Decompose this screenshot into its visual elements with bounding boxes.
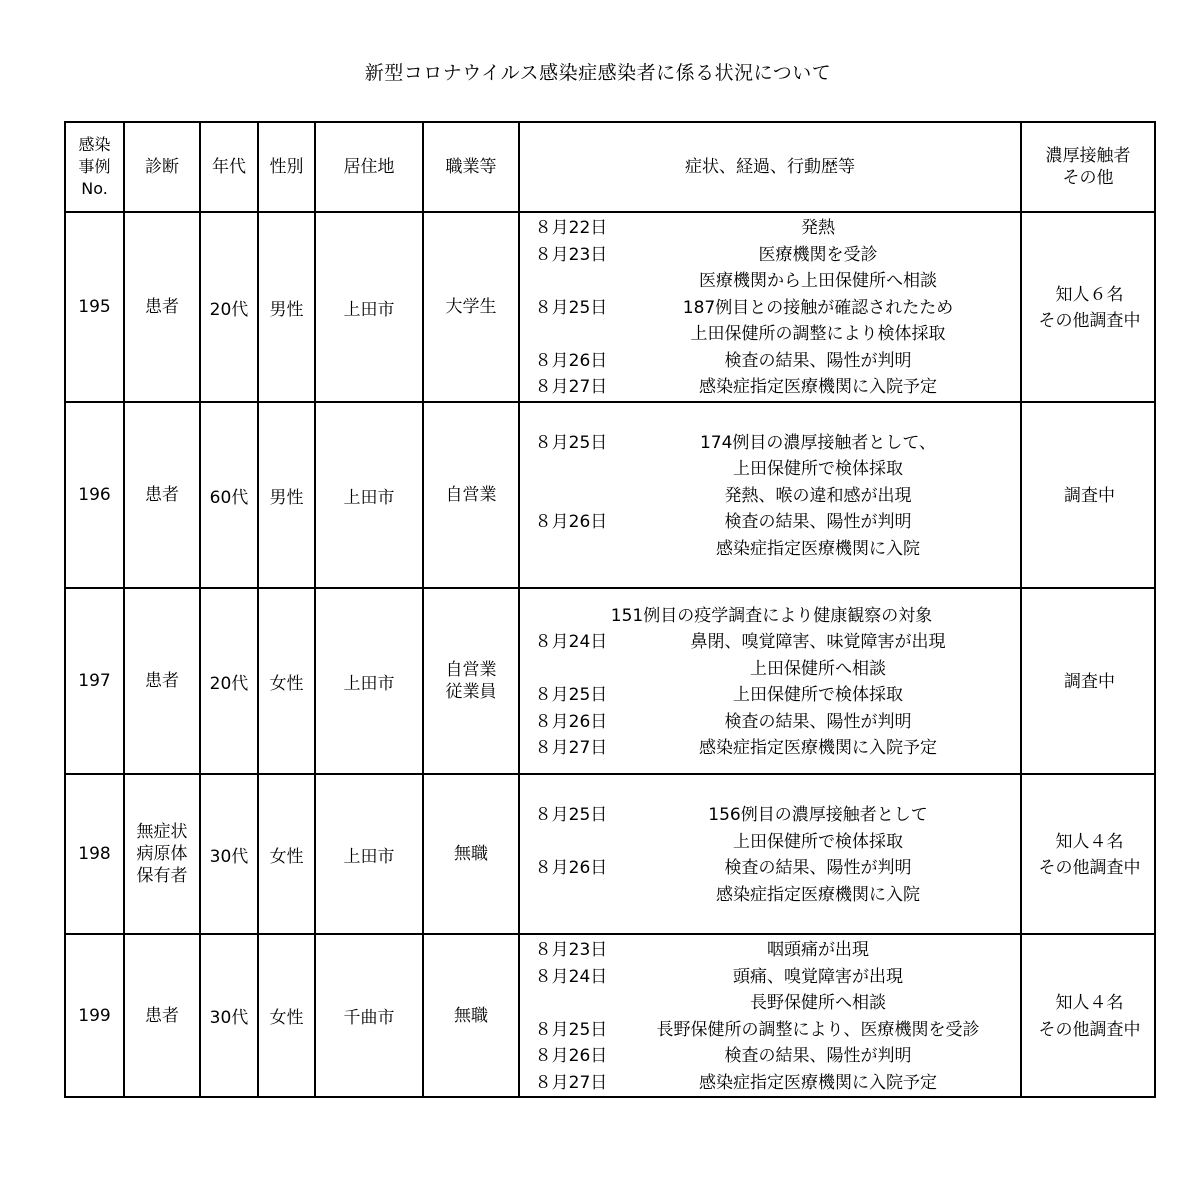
detail-line bbox=[520, 321, 1020, 348]
details-cell bbox=[519, 774, 1021, 934]
residence-cell: 上田市 bbox=[315, 212, 423, 402]
diagnosis-cell: 患者 bbox=[124, 934, 200, 1097]
contact-line: その他調査中 bbox=[1038, 858, 1141, 878]
detail-line bbox=[520, 829, 1020, 856]
detail-date bbox=[520, 483, 616, 510]
contact-line: 調査中 bbox=[1064, 485, 1115, 506]
case-no-cell: 197 bbox=[65, 588, 124, 774]
detail-date: ８月26日 bbox=[534, 512, 608, 533]
case-no-cell: 199 bbox=[65, 934, 124, 1097]
detail-date: ８月26日 bbox=[534, 711, 608, 732]
detail-text: 医療機関を受診 bbox=[758, 244, 878, 265]
detail-line bbox=[520, 855, 1020, 882]
detail-date: ８月23日 bbox=[534, 244, 608, 265]
detail-date: ８月25日 bbox=[534, 297, 608, 318]
detail-text: 上田保健所で検体採取 bbox=[733, 459, 903, 480]
diagnosis-cell: 無症状 病原体 保有者 bbox=[124, 774, 200, 934]
detail-line bbox=[520, 430, 1020, 457]
age-cell: 30代 bbox=[200, 934, 258, 1097]
sex-cell: 女性 bbox=[258, 934, 315, 1097]
contact-line: 知人４名 bbox=[1055, 831, 1124, 852]
detail-date: ８月25日 bbox=[534, 1019, 608, 1040]
detail-line bbox=[520, 268, 1020, 295]
detail-text: 発熱、喉の違和感が出現 bbox=[724, 485, 912, 506]
detail-line bbox=[520, 374, 1020, 401]
diagnosis-cell: 患者 bbox=[124, 588, 200, 774]
age-cell: 60代 bbox=[200, 402, 258, 588]
detail-date: ８月23日 bbox=[534, 940, 608, 960]
contacts-cell bbox=[1021, 588, 1155, 774]
contact-line: 調査中 bbox=[1064, 671, 1115, 692]
detail-line bbox=[520, 629, 1020, 656]
residence-cell: 上田市 bbox=[315, 588, 423, 774]
detail-text: 174例目の濃厚接触者として、 bbox=[699, 432, 937, 453]
table-row bbox=[65, 212, 1155, 402]
sex-cell: 女性 bbox=[258, 588, 315, 774]
cases-table bbox=[64, 121, 1156, 1098]
detail-line bbox=[520, 348, 1020, 375]
detail-date: ８月24日 bbox=[534, 632, 608, 652]
detail-line bbox=[520, 215, 1020, 242]
detail-line bbox=[520, 882, 1020, 909]
detail-date: ８月24日 bbox=[534, 966, 608, 987]
detail-line bbox=[520, 509, 1020, 536]
details-cell bbox=[519, 588, 1021, 774]
detail-line bbox=[520, 1017, 1020, 1044]
detail-text: 検査の結果、陽性が判明 bbox=[724, 858, 912, 878]
details-cell bbox=[519, 402, 1021, 588]
detail-text: 感染症指定医療機関に入院 bbox=[716, 884, 920, 905]
detail-date: ８月27日 bbox=[534, 1072, 608, 1093]
sex-cell: 男性 bbox=[258, 402, 315, 588]
header-occupation: 職業等 bbox=[423, 122, 519, 212]
diagnosis-cell: 患者 bbox=[124, 402, 200, 588]
header-diagnosis: 診断 bbox=[124, 122, 200, 212]
residence-cell: 千曲市 bbox=[315, 934, 423, 1097]
detail-text: 156例目の濃厚接触者として bbox=[708, 805, 928, 825]
contacts-cell bbox=[1021, 934, 1155, 1097]
age-cell: 20代 bbox=[200, 212, 258, 402]
occupation-cell: 自営業 従業員 bbox=[423, 588, 519, 774]
detail-text: 上田保健所へ相談 bbox=[750, 658, 886, 679]
table-row bbox=[65, 588, 1155, 774]
header-case-no: 感染 事例 No. bbox=[65, 122, 124, 212]
detail-line bbox=[520, 295, 1020, 322]
detail-date bbox=[520, 321, 616, 348]
detail-date: ８月26日 bbox=[534, 1046, 608, 1066]
age-cell: 20代 bbox=[200, 588, 258, 774]
contacts-cell bbox=[1021, 402, 1155, 588]
detail-date bbox=[520, 829, 616, 856]
occupation-cell: 大学生 bbox=[423, 212, 519, 402]
header-details: 症状、経過、行動歴等 bbox=[519, 122, 1021, 212]
sex-cell: 女性 bbox=[258, 774, 315, 934]
detail-date bbox=[520, 536, 616, 563]
detail-line bbox=[520, 964, 1020, 991]
occupation-cell: 無職 bbox=[423, 934, 519, 1097]
detail-line bbox=[520, 682, 1020, 709]
detail-text: 検査の結果、陽性が判明 bbox=[724, 350, 912, 371]
detail-line bbox=[520, 1070, 1020, 1097]
contact-line: 知人６名 bbox=[1055, 284, 1124, 305]
header-residence: 居住地 bbox=[315, 122, 423, 212]
detail-date bbox=[520, 456, 616, 483]
contact-line: その他調査中 bbox=[1038, 311, 1141, 331]
case-no-cell: 195 bbox=[65, 212, 124, 402]
header-sex: 性別 bbox=[258, 122, 315, 212]
detail-text: 感染症指定医療機関に入院 bbox=[716, 538, 920, 559]
page-title: 新型コロナウイルス感染症感染者に係る状況について bbox=[364, 62, 832, 84]
detail-date: ８月27日 bbox=[534, 738, 608, 758]
detail-line bbox=[520, 242, 1020, 269]
detail-text: 感染症指定医療機関に入院予定 bbox=[699, 377, 937, 398]
detail-date: ８月26日 bbox=[534, 350, 608, 371]
detail-text: 151例目の疫学調査により健康観察の対象 bbox=[610, 605, 933, 626]
detail-line bbox=[520, 802, 1020, 829]
detail-text: 頭痛、嗅覚障害が出現 bbox=[733, 966, 903, 987]
residence-cell: 上田市 bbox=[315, 774, 423, 934]
detail-date bbox=[520, 990, 616, 1017]
case-no-cell: 196 bbox=[65, 402, 124, 588]
occupation-cell: 自営業 bbox=[423, 402, 519, 588]
detail-text: 医療機関から上田保健所へ相談 bbox=[699, 271, 937, 292]
contact-line: その他調査中 bbox=[1038, 1019, 1141, 1040]
detail-line bbox=[520, 937, 1020, 964]
detail-date: ８月26日 bbox=[534, 858, 608, 878]
detail-text: 感染症指定医療機関に入院予定 bbox=[699, 1072, 937, 1093]
detail-date: ８月25日 bbox=[534, 432, 608, 453]
contacts-cell bbox=[1021, 212, 1155, 402]
detail-date: ８月25日 bbox=[534, 685, 608, 705]
detail-line bbox=[520, 456, 1020, 483]
detail-date: ８月27日 bbox=[534, 377, 608, 398]
contacts-cell bbox=[1021, 774, 1155, 934]
table-row bbox=[65, 402, 1155, 588]
detail-text: 咽頭痛が出現 bbox=[767, 940, 869, 960]
table-row bbox=[65, 774, 1155, 934]
detail-text: 上田保健所で検体採取 bbox=[733, 685, 903, 705]
detail-date: ８月25日 bbox=[534, 805, 608, 825]
detail-text: 上田保健所の調整により検体採取 bbox=[690, 324, 946, 345]
age-cell: 30代 bbox=[200, 774, 258, 934]
detail-text: 発熱 bbox=[801, 218, 835, 239]
occupation-cell: 無職 bbox=[423, 774, 519, 934]
sex-cell: 男性 bbox=[258, 212, 315, 402]
detail-text: 感染症指定医療機関に入院予定 bbox=[699, 738, 937, 758]
detail-date bbox=[520, 656, 616, 683]
detail-line bbox=[520, 990, 1020, 1017]
contact-line: 知人４名 bbox=[1055, 993, 1124, 1013]
detail-text: 検査の結果、陽性が判明 bbox=[724, 1046, 912, 1066]
detail-line bbox=[520, 1043, 1020, 1070]
header-row bbox=[65, 122, 1155, 212]
detail-line bbox=[520, 536, 1020, 563]
detail-line bbox=[520, 709, 1020, 736]
detail-text: 鼻閉、嗅覚障害、味覚障害が出現 bbox=[690, 632, 946, 652]
detail-line bbox=[520, 603, 1020, 630]
detail-line bbox=[520, 483, 1020, 510]
table-row bbox=[65, 934, 1155, 1097]
header-contacts: 濃厚接触者 その他 bbox=[1021, 122, 1155, 212]
detail-date bbox=[520, 268, 616, 295]
case-no-cell: 198 bbox=[65, 774, 124, 934]
detail-date: ８月22日 bbox=[534, 218, 608, 239]
details-cell bbox=[519, 934, 1021, 1097]
detail-text: 187例目との接触が確認されたため bbox=[682, 297, 954, 318]
detail-line bbox=[520, 656, 1020, 683]
detail-line bbox=[520, 735, 1020, 762]
detail-text: 検査の結果、陽性が判明 bbox=[724, 512, 912, 533]
detail-text: 長野保健所の調整により、医療機関を受診 bbox=[656, 1019, 980, 1040]
diagnosis-cell: 患者 bbox=[124, 212, 200, 402]
detail-text: 検査の結果、陽性が判明 bbox=[724, 711, 912, 732]
residence-cell: 上田市 bbox=[315, 402, 423, 588]
details-cell bbox=[519, 212, 1021, 402]
detail-text: 上田保健所で検体採取 bbox=[733, 831, 903, 852]
detail-text: 長野保健所へ相談 bbox=[750, 993, 886, 1013]
header-age: 年代 bbox=[200, 122, 258, 212]
detail-date bbox=[520, 882, 616, 909]
